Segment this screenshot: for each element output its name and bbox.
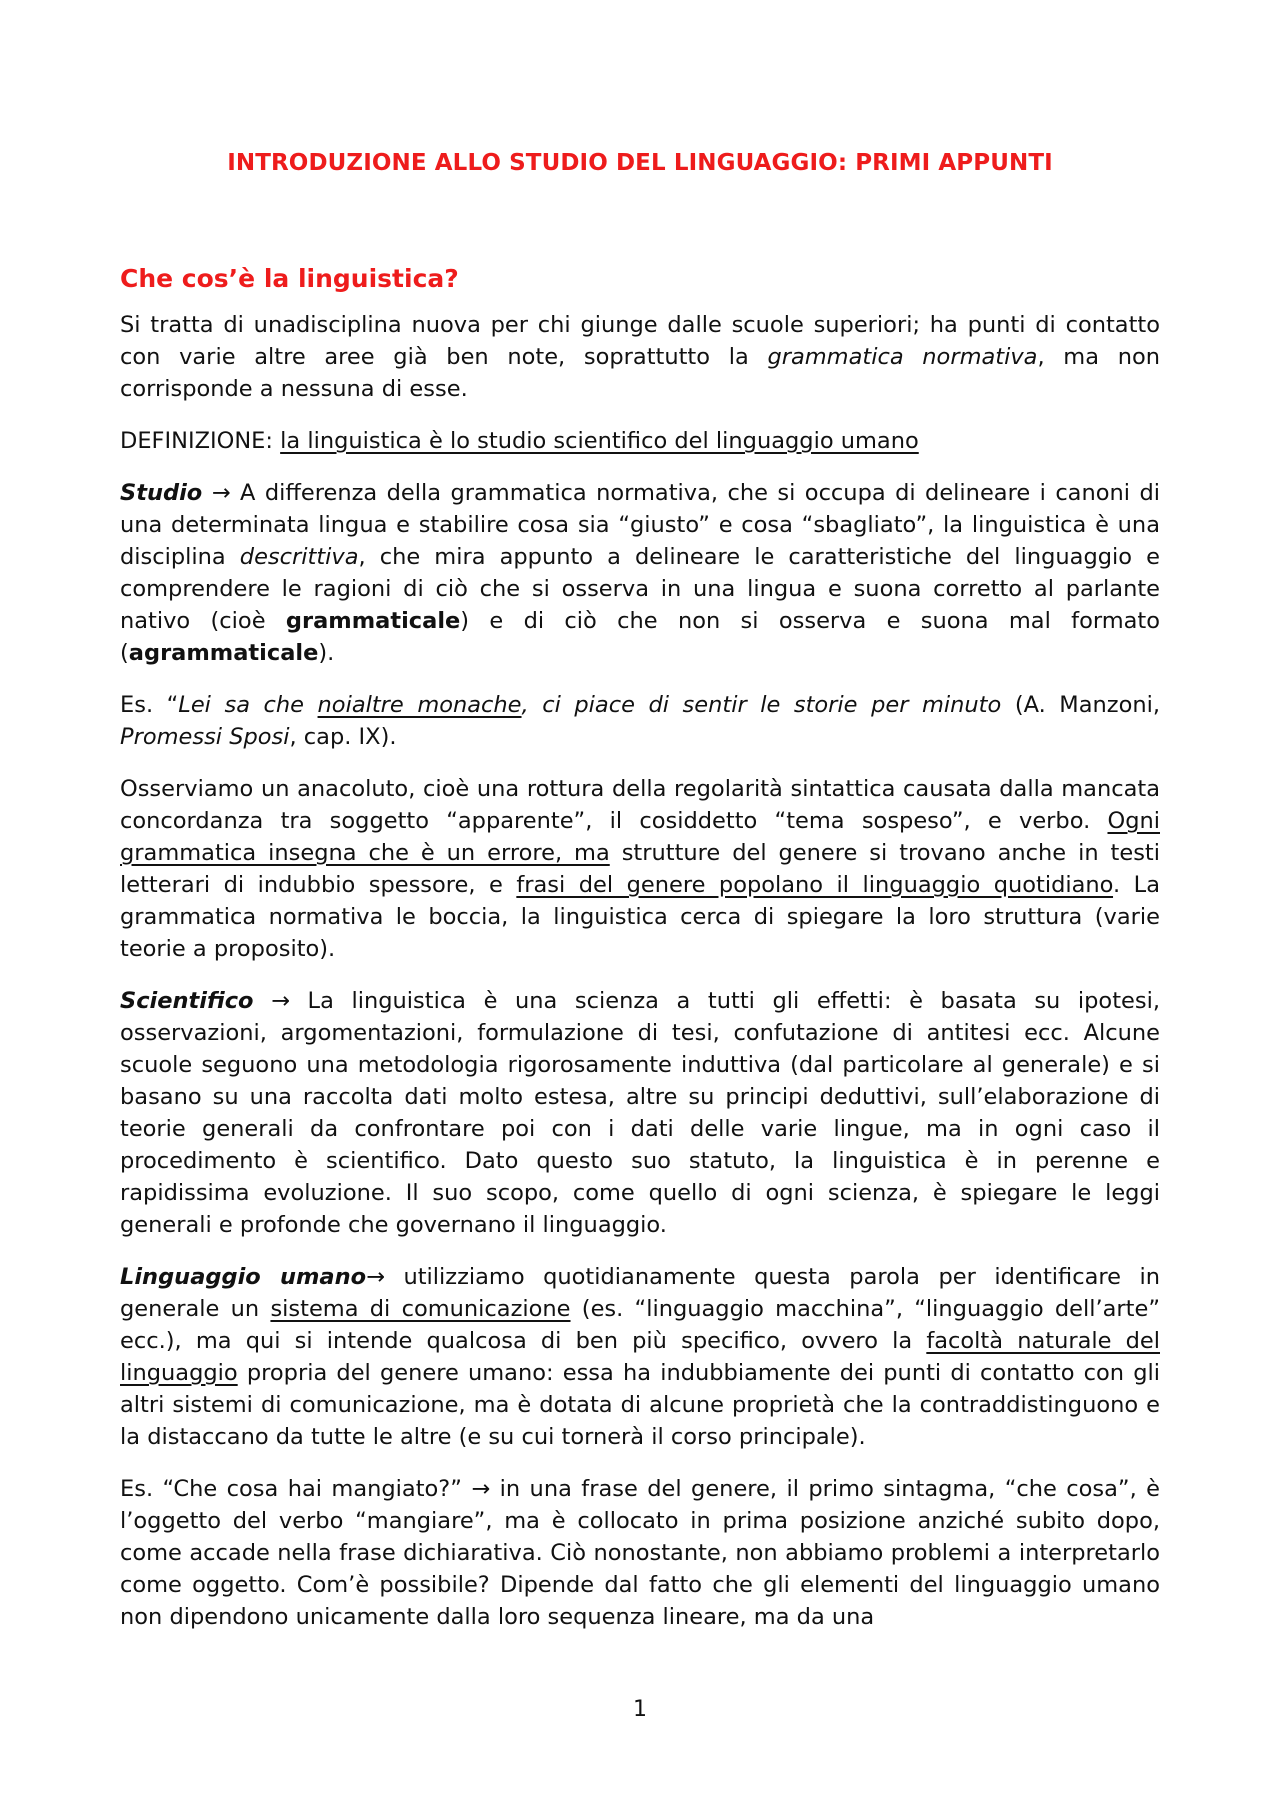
text-run: propria del genere umano: essa ha indubbiamente dei punti di contatto con gli altri sistemi di comunicazione, ma è dotata di alcune proprietà che la contraddistinguono e la distaccano da tutte le altre (e su cui tornerà il corso principale).: [120, 1360, 1160, 1450]
paragraph: [120, 689, 1160, 753]
text-run: Si tratta di unadisciplina nuova per chi giunge dalle scuole superiori; ha punti di contatto con varie altre aree già ben note, soprattutto la: [120, 312, 1160, 370]
text-run: → utilizziamo quotidianamente questa parola per identificare in generale un: [120, 1264, 1160, 1322]
styled-text-run: facoltà naturale del linguaggio: [120, 1328, 1160, 1386]
styled-text-run: , ci piace di sentir le storie per minuto: [521, 692, 1002, 718]
text-run: → A differenza della grammatica normativa, che si occupa di delineare i canoni di una determinata lingua e stabilire cosa sia “giusto” e cosa “sbagliato”, la linguistica è una disciplina: [120, 480, 1160, 570]
document-title: INTRODUZIONE ALLO STUDIO DEL LINGUAGGIO: PRIMI APPUNTI: [227, 150, 1053, 176]
text-run: , cap. IX).: [289, 724, 397, 750]
text-run: ).: [318, 640, 335, 666]
paragraph: [120, 773, 1160, 965]
paragraph: [120, 425, 1160, 457]
text-run: Es. “: [120, 692, 179, 718]
text-run: (A. Manzoni,: [1001, 692, 1160, 718]
styled-text-run: grammatica normativa: [767, 344, 1038, 370]
styled-text-run: la linguistica è lo studio scientifico del linguaggio umano: [280, 428, 919, 454]
text-run: → La linguistica è una scienza a tutti gli effetti: è basata su ipotesi, osservazioni, argomentazioni, formulazione di tesi, confutazione di antitesi ecc. Alcune scuole seguono una metodologia rigorosamente induttiva (dal particolare al generale) e si basano su una raccolta dati molto estesa, altre su principi deduttivi, sull’elaborazione di teorie generali da confrontare poi con i dati delle varie lingue, ma in ogni caso il procedimento è scientifico. Dato questo suo statuto, la linguistica è in perenne e rapidissima evoluzione. Il suo scopo, come quello di ogni scienza, è spiegare le leggi generali e profonde che governano il linguaggio.: [120, 988, 1160, 1238]
text-run: , ma non corrisponde a nessuna di esse.: [120, 344, 1160, 402]
styled-text-run: agrammaticale: [128, 640, 319, 666]
text-run: (es. “linguaggio macchina”, “linguaggio dell’arte” ecc.), ma qui si intende qualcosa di ben più specifico, ovvero la: [120, 1296, 1161, 1354]
document-page: [120, 150, 1160, 1653]
paragraph: [120, 985, 1160, 1241]
page-number: 1: [633, 1697, 647, 1722]
body-text: [120, 309, 1160, 1633]
text-run: Osserviamo un anacoluto, cioè una rottura della regolarità sintattica causata dalla mancata concordanza tra soggetto “apparente”, il cosiddetto “tema sospeso”, e verbo.: [120, 776, 1160, 834]
paragraph: [120, 1261, 1160, 1453]
styled-text-run: Scientifico: [120, 988, 254, 1014]
text-run: , che mira appunto a delineare le caratteristiche del linguaggio e comprendere le ragioni di ciò che si osserva in una lingua e suona corretto al parlante nativo (cioè: [120, 544, 1160, 634]
text-run: Es. “Che cosa hai mangiato?” → in una frase del genere, il primo sintagma, “che cosa”, è l’oggetto del verbo “mangiare”, ma è collocato in prima posizione anziché subito dopo, come accade nella frase dichiarativa. Ciò nonostante, non abbiamo problemi a interpretarlo come oggetto. Com’è possibile? Dipende dal fatto che gli elementi del linguaggio umano non dipendono unicamente dalla loro sequenza lineare, ma da una: [120, 1476, 1160, 1630]
styled-text-run: Ogni grammatica insegna che è un errore, ma: [120, 808, 1160, 866]
styled-text-run: Promessi Sposi: [120, 724, 290, 750]
styled-text-run: Lei sa che: [178, 692, 318, 718]
styled-text-run: Studio: [120, 480, 203, 506]
text-run: strutture del genere si trovano anche in testi letterari di indubbio spessore, e: [120, 840, 1160, 898]
styled-text-run: frasi del genere popolano il linguaggio quotidiano: [516, 872, 1114, 898]
text-run: . La grammatica normativa le boccia, la linguistica cerca di spiegare la loro struttura (varie teorie a proposito).: [120, 872, 1160, 962]
text-run: ) e di ciò che non si osserva e suona mal formato (: [120, 608, 1161, 666]
section-heading: Che cos’è la linguistica?: [120, 264, 459, 293]
styled-text-run: Linguaggio umano: [120, 1264, 367, 1290]
paragraph: [120, 309, 1160, 405]
styled-text-run: sistema di comunicazione: [270, 1296, 571, 1322]
paragraph: [120, 477, 1160, 669]
styled-text-run: noialtre monache: [317, 692, 522, 718]
styled-text-run: descrittiva: [239, 544, 359, 570]
paragraph: [120, 1473, 1160, 1633]
styled-text-run: grammaticale: [285, 608, 461, 634]
text-run: DEFINIZIONE:: [120, 428, 281, 454]
